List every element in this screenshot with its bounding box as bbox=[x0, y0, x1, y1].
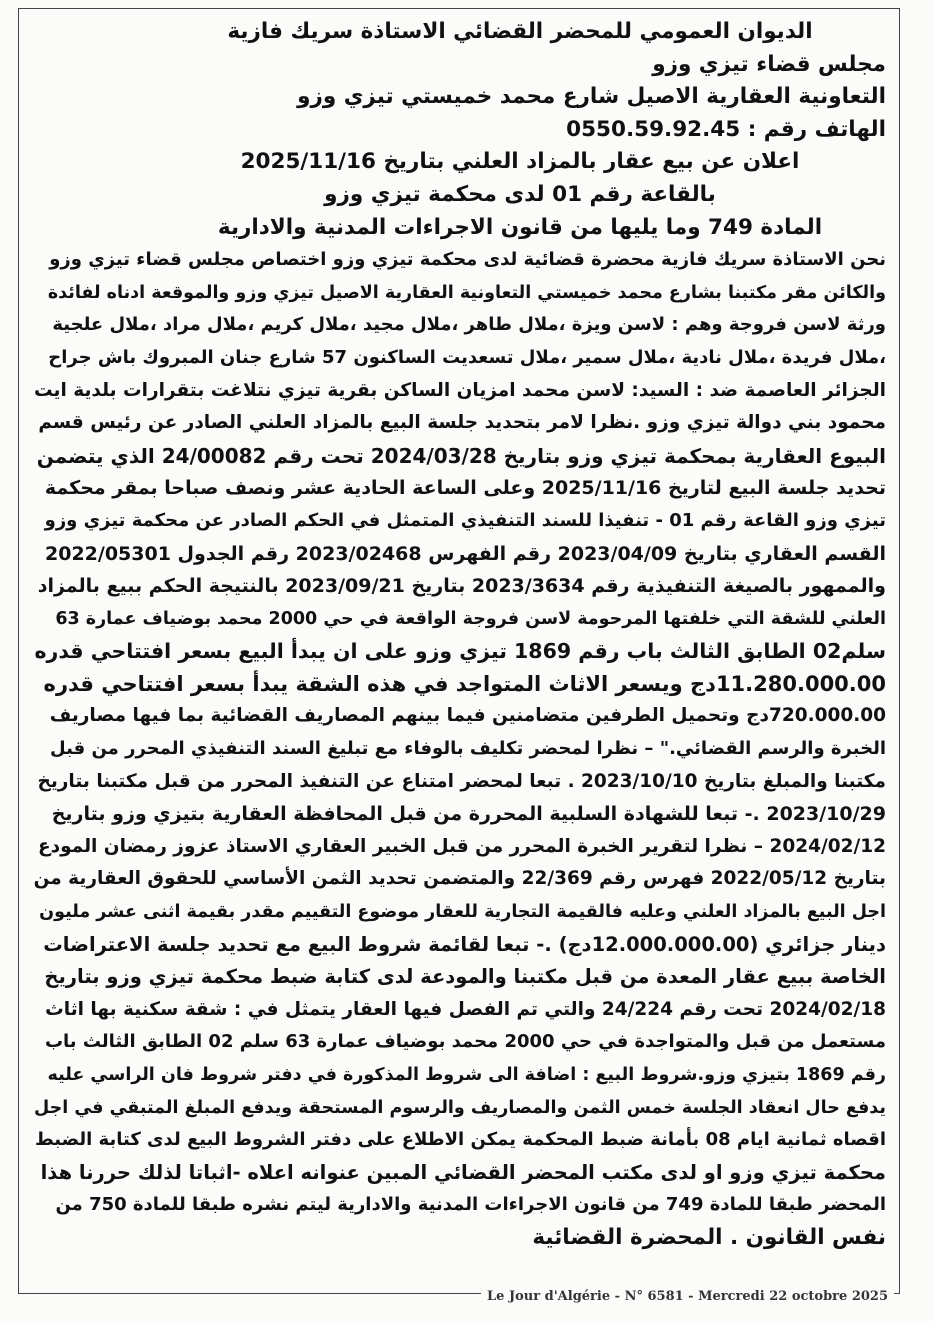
body-line: 2024/02/18 تحت رقم 24/224 والتي تم الفصل فيها العقار يتمثل في : شقة سكنية بها اثاث bbox=[45, 998, 886, 1020]
body-line: المحضر طبقا للمادة 749 من قانون الاجراءات المدنية والادارية ليتم نشره طبقا للمادة 750 من bbox=[55, 1194, 886, 1216]
body-line: العلني للشقة التي خلفتها المرحومة لاسن فروجة الواقعة في حي 2000 محمد بوضياف عمارة 63 bbox=[55, 608, 886, 629]
body-line: والكائن مقر مكتبنا بشارع محمد خميستي التعاونية العقارية الاصيل تيزي وزو والموقعة ادناه لفائدة bbox=[47, 282, 886, 303]
body-line: الجزائر العاصمة ضد : السيد: لاسن محمد امزيان الساكن بقرية تيزي نتلاغت بتقرارات بلدية ايت bbox=[34, 379, 886, 401]
office-address: التعاونية العقارية الاصيل شارع محمد خميستي تيزي وزو bbox=[297, 84, 886, 110]
body-line: مكتبنا والمبلغ بتاريخ 2023/10/10 . تبعا لمحضر امتناع عن التنفيذ المحرر من قبل مكتبنا بتاريخ bbox=[37, 770, 886, 792]
body-line: 11.280.000.00دج ويسعر الاثاث المتواجد في هذه الشقة يبدأ بسعر افتتاحي قدره bbox=[43, 671, 886, 696]
body-line: ورثة لاسن فروجة وهم : لاسن ويزة ،ملال طاهر ،ملال مجيد ،ملال كريم ،ملال مراد ،ملال علجية bbox=[52, 314, 886, 336]
council-name: مجلس قضاء تيزي وزو bbox=[652, 51, 886, 77]
body-line: سلم02 الطابق الثالث باب رقم 1869 تيزي وزو على ان يبدأ البيع بسعر افتتاحي قدره bbox=[34, 639, 886, 664]
body-line: الخاصة ببيع عقار المعدة من قبل مكتبنا والمودعة لدى كتابة ضبط محكمة تيزي وزو بتاريخ bbox=[44, 965, 886, 989]
body-line: 720.000.00دج وتحميل الطرفين متضامنين فيما بينهم المصاريف القضائية بما فيها مصاريف bbox=[49, 705, 886, 727]
body-line: رقم 1869 بتيزي وزو.شروط البيع : اضافة الى شروط المذكورة في دفتر شروط فان الراسي عليه bbox=[47, 1065, 886, 1085]
phone-number: 0550.59.92.45 bbox=[566, 116, 741, 142]
body-line: نحن الاستاذة سريك فازية محضرة قضائية لدى محكمة تيزي وزو اختصاص مجلس قضاء تيزي وزو bbox=[49, 249, 886, 271]
body-line: والممهور بالصيغة التنفيذية رقم 2023/3634 بتاريخ 2023/09/21 بالنتيجة الحكم ببيع بالمزاد bbox=[37, 575, 886, 598]
office-title: الديوان العمومي للمحضر القضائي الاستاذة سريك فازية bbox=[227, 19, 813, 44]
body-line: 2024/02/12 – نظرا لتقرير الخبرة المحرر من قبل الخبير العقاري الاستاذ عزوز رمضان المودع bbox=[37, 835, 886, 857]
announcement-title: اعلان عن بيع عقار بالمزاد العلني بتاريخ 2025/11/16 bbox=[240, 149, 800, 175]
body-line: يدفع حال انعقاد الجلسة خمس الثمن والمصاريف والرسوم المستحقة ويدفع المبلغ المتبقي في اجل bbox=[34, 1097, 886, 1118]
phone-line bbox=[34, 114, 886, 147]
body-line: اقصاه ثمانية ايام 08 بأمانة ضبط المحكمة يمكن الاطلاع على دفتر الشروط البيع لدى كتابة الضبط bbox=[34, 1129, 886, 1151]
body-line: مستعمل من قبل والمتواجدة في حي 2000 محمد بوضياف عمارة 63 سلم 02 الطابق الثالث باب bbox=[44, 1031, 886, 1053]
newspaper-footer: Le Jour d'Algérie - N° 6581 - Mercredi 22 octobre 2025 bbox=[481, 1289, 894, 1304]
body-line: البيوع العقارية بمحكمة تيزي وزو بتاريخ 2024/03/28 تحت رقم 24/00082 الذي يتضمن bbox=[36, 443, 886, 468]
body-line: تيزي وزو القاعة رقم 01 - تنفيذا للسند التنفيذي المتمثل في الحكم الصادر عن محكمة تيزي وزو bbox=[44, 509, 886, 531]
body-line: بتاريخ 2022/05/12 فهرس رقم 22/369 والمتضمن تحديد الثمن الأساسي للحقوق العقارية من bbox=[34, 868, 886, 890]
body-line: ،ملال فريدة ،ملال نادية ،ملال سمير ،ملال تسعديت الساكنون 57 شارع جنان المبروك باش جراح bbox=[48, 346, 886, 368]
phone-label: الهاتف رقم : bbox=[747, 116, 886, 142]
body-line: دينار جزائري (12.000.000.00دج) .- تبعا لقائمة شروط البيع مع تحديد جلسة الاعتراضات bbox=[43, 932, 886, 956]
body-line: محكمة تيزي وزو او لدى مكتب المحضر القضائي المبين عنوانه اعلاه -اثباتا لذلك حررنا هذا bbox=[40, 1160, 886, 1184]
announcement-hall: بالقاعة رقم 01 لدى محكمة تيزي وزو bbox=[324, 181, 716, 207]
legal-notice bbox=[34, 16, 886, 1255]
body-line: محمود بني دوالة تيزي وزو .نظرا لامر بتحديد جلسة البيع بالمزاد العلني الصادر عن رئيس قسم bbox=[38, 412, 886, 434]
body-line: القسم العقاري بتاريخ 2023/04/09 رقم الفهرس 2023/02468 رقم الجدول 2022/05301 bbox=[45, 542, 886, 565]
body-line: اجل البيع بالمزاد العلني وعليه فالقيمة التجارية للعقار موضوع التقييم مقدر بقيمة اثنى عشر مليون bbox=[39, 902, 886, 923]
body-line: تحديد جلسة البيع لتاريخ 2025/11/16 وعلى الساعة الحادية عشر ونصف صباحا بمقر محكمة bbox=[44, 477, 886, 500]
body-line: الخبرة والرسم القضائي." – نظرا لمحضر تكليف بالوفاء مع تبليغ السند التنفيذي المحرر من قبل bbox=[50, 738, 886, 760]
announcement-article: المادة 749 وما يليها من قانون الاجراءات المدنية والادارية bbox=[217, 214, 823, 240]
body-line: نفس القانون . المحضرة القضائية bbox=[532, 1224, 886, 1250]
body-line: 2023/10/29 .- تبعا للشهادة السلبية المحررة من قبل المحافظة العقارية بتيزي وزو بتاريخ bbox=[51, 803, 886, 826]
